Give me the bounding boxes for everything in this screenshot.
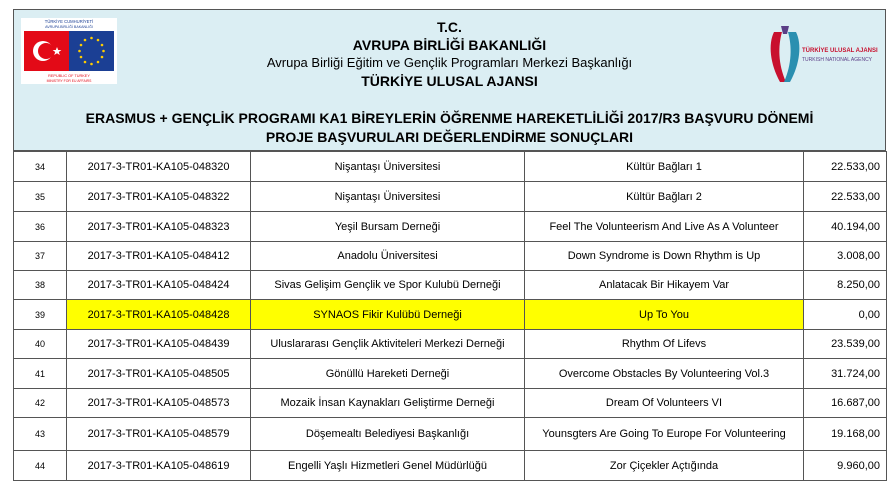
grant-amount: 23.539,00 xyxy=(804,330,887,359)
row-number: 42 xyxy=(14,389,67,418)
row-number: 43 xyxy=(14,418,67,451)
project-code: 2017-3-TR01-KA105-048619 xyxy=(67,451,251,481)
grant-amount: 40.194,00 xyxy=(804,212,887,242)
organization-name: Sivas Gelişim Gençlik ve Spor Kulubü Derneği xyxy=(251,271,525,300)
project-title: Feel The Volunteerism And Live As A Volunteer xyxy=(525,212,804,242)
table-row xyxy=(14,389,887,418)
results-table xyxy=(13,151,887,481)
organization-name: Döşemealtı Belediyesi Başkanlığı xyxy=(251,418,525,451)
organization-name: Engelli Yaşlı Hizmetleri Genel Müdürlüğü xyxy=(251,451,525,481)
project-title: Overcome Obstacles By Volunteering Vol.3 xyxy=(525,359,804,389)
logo-left-bottom-text-2: MINISTRY FOR EU AFFAIRS xyxy=(46,79,92,83)
grant-amount: 9.960,00 xyxy=(804,451,887,481)
project-title: Up To You xyxy=(525,300,804,330)
table-row xyxy=(14,242,887,271)
table-row xyxy=(14,212,887,242)
title-ministry: AVRUPA BİRLİĞİ BAKANLIĞI xyxy=(352,37,547,53)
table-row xyxy=(14,182,887,212)
grant-amount: 16.687,00 xyxy=(804,389,887,418)
project-code: 2017-3-TR01-KA105-048579 xyxy=(67,418,251,451)
logo-left-bottom-text: REPUBLIC OF TURKEY xyxy=(48,74,90,78)
document-header xyxy=(13,9,886,151)
organization-name: Anadolu Üniversitesi xyxy=(251,242,525,271)
project-code: 2017-3-TR01-KA105-048323 xyxy=(67,212,251,242)
project-code: 2017-3-TR01-KA105-048322 xyxy=(67,182,251,212)
project-code: 2017-3-TR01-KA105-048505 xyxy=(67,359,251,389)
program-title xyxy=(14,109,885,147)
project-code: 2017-3-TR01-KA105-048428 xyxy=(67,300,251,330)
national-agency-logo xyxy=(766,24,878,90)
grant-amount: 3.008,00 xyxy=(804,242,887,271)
project-title: Dream Of Volunteers VI xyxy=(525,389,804,418)
logo-left-top-text-2: AVRUPA BİRLİĞİ BAKANLIĞI xyxy=(45,25,93,29)
title-center: Avrupa Birliği Eğitim ve Gençlik Programları Merkezi Başkanlığı xyxy=(266,55,633,70)
program-title-line-2: PROJE BAŞVURULARI DEĞERLENDİRME SONUÇLARI xyxy=(265,129,634,145)
row-number: 38 xyxy=(14,271,67,300)
organization-name: Nişantaşı Üniversitesi xyxy=(251,182,525,212)
table-row xyxy=(14,300,887,330)
row-number: 39 xyxy=(14,300,67,330)
organization-name: Uluslararası Gençlik Aktiviteleri Merkezi Derneği xyxy=(251,330,525,359)
grant-amount: 0,00 xyxy=(804,300,887,330)
table-row xyxy=(14,271,887,300)
logo-right-text-2: TURKISH NATIONAL AGENCY xyxy=(802,57,873,63)
row-number: 37 xyxy=(14,242,67,271)
table-row xyxy=(14,418,887,451)
organization-name: Gönüllü Hareketi Derneği xyxy=(251,359,525,389)
organization-name: Yeşil Bursam Derneği xyxy=(251,212,525,242)
table-row xyxy=(14,359,887,389)
grant-amount: 22.533,00 xyxy=(804,152,887,182)
project-title: Younsgters Are Going To Europe For Volunteering xyxy=(525,418,804,451)
project-code: 2017-3-TR01-KA105-048424 xyxy=(67,271,251,300)
project-code: 2017-3-TR01-KA105-048412 xyxy=(67,242,251,271)
organization-name: SYNAOS Fikir Kulübü Derneği xyxy=(251,300,525,330)
project-title: Kültür Bağları 1 xyxy=(525,152,804,182)
project-code: 2017-3-TR01-KA105-048439 xyxy=(67,330,251,359)
row-number: 34 xyxy=(14,152,67,182)
row-number: 41 xyxy=(14,359,67,389)
project-title: Kültür Bağları 2 xyxy=(525,182,804,212)
results-table-body xyxy=(14,152,887,481)
project-title: Zor Çiçekler Açtığında xyxy=(525,451,804,481)
row-number: 35 xyxy=(14,182,67,212)
logo-right-text-1: TÜRKİYE ULUSAL AJANSI xyxy=(802,48,878,54)
project-title: Rhythm Of Lifevs xyxy=(525,330,804,359)
table-row xyxy=(14,152,887,182)
row-number: 40 xyxy=(14,330,67,359)
organization-name: Mozaik İnsan Kaynakları Geliştirme Derneği xyxy=(251,389,525,418)
table-row xyxy=(14,330,887,359)
project-code: 2017-3-TR01-KA105-048320 xyxy=(67,152,251,182)
project-title: Down Syndrome is Down Rhythm is Up xyxy=(525,242,804,271)
title-tc: T.C. xyxy=(437,19,462,35)
grant-amount: 8.250,00 xyxy=(804,271,887,300)
row-number: 44 xyxy=(14,451,67,481)
project-code: 2017-3-TR01-KA105-048573 xyxy=(67,389,251,418)
grant-amount: 31.724,00 xyxy=(804,359,887,389)
grant-amount: 19.168,00 xyxy=(804,418,887,451)
program-title-line-1: ERASMUS + GENÇLİK PROGRAMI KA1 BİREYLERİN ÖĞRENME HAREKETLİLİĞİ 2017/R3 BAŞVURU DÖNEMİ xyxy=(85,110,814,126)
logo-left-top-text: TÜRKİYE CUMHURİYETİ xyxy=(44,19,94,24)
organization-name: Nişantaşı Üniversitesi xyxy=(251,152,525,182)
ministry-title-block xyxy=(14,18,885,90)
title-agency: TÜRKİYE ULUSAL AJANSI xyxy=(361,73,538,89)
grant-amount: 22.533,00 xyxy=(804,182,887,212)
table-row xyxy=(14,451,887,481)
row-number: 36 xyxy=(14,212,67,242)
project-title: Anlatacak Bir Hikayem Var xyxy=(525,271,804,300)
